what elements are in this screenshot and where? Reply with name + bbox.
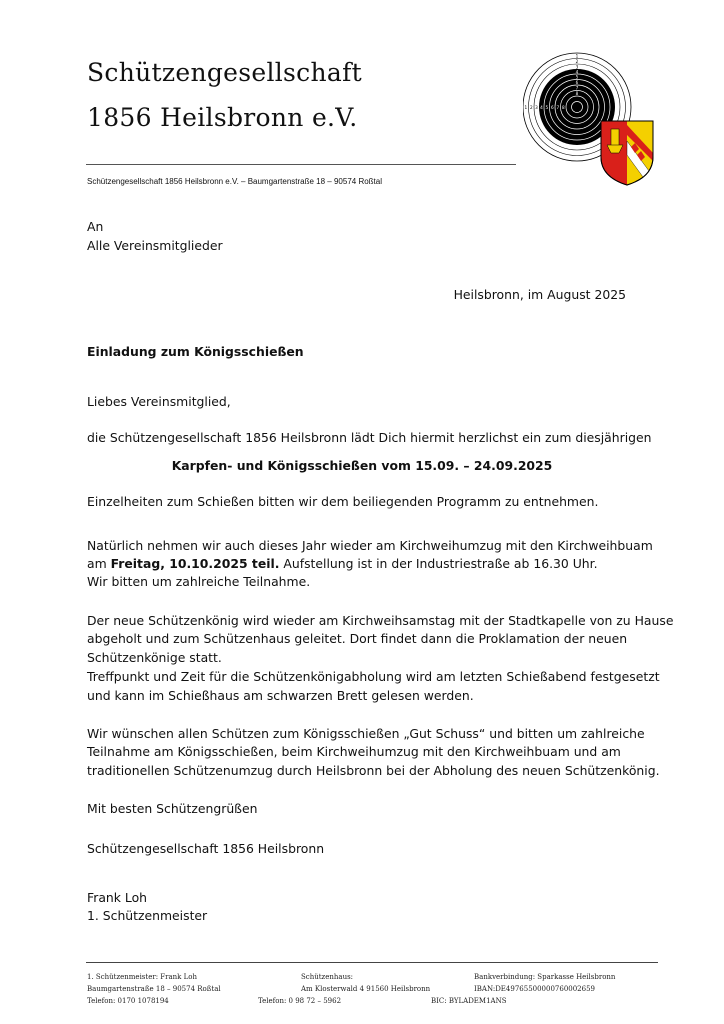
footer-iban: IBAN:DE49765500000760002659 xyxy=(474,985,595,993)
body-paragraph-4-line1: Der neue Schützenkönig wird wieder am Kirchweihsamstag mit der Stadtkapelle von zu Hause xyxy=(87,613,674,628)
footer-chairman-address: Baumgartenstraße 18 – 90574 Roßtal xyxy=(87,985,221,993)
body-paragraph-4-line3: Schützenkönige statt. xyxy=(87,650,222,665)
target-ring-number: 3 xyxy=(535,104,538,110)
body-paragraph-5-line3: traditionellen Schützenumzug durch Heilsbronn bei der Abholung des neuen Schützenkönig. xyxy=(87,763,660,778)
target-ring-number: 5 xyxy=(575,74,579,80)
footer-divider xyxy=(86,962,658,963)
body-paragraph-4-line4: Treffpunkt und Zeit für die Schützenkönigabholung wird am letzten Schießabend festgesetzt xyxy=(87,669,660,684)
club-logo xyxy=(523,49,663,189)
footer-chairman: 1. Schützenmeister: Frank Loh xyxy=(87,973,198,981)
body-paragraph-3-line1: Natürlich nehmen wir auch dieses Jahr wieder am Kirchweihumzug mit den Kirchweihbuam xyxy=(87,538,653,553)
p3-line2-prefix: am xyxy=(87,556,111,571)
event-title: Karpfen- und Königsschießen vom 15.09. – 24.09.2025 xyxy=(171,458,553,473)
target-ring-number: 3 xyxy=(575,64,579,70)
footer-chairman-phone: Telefon: 0170 1078194 xyxy=(87,997,169,1005)
target-ring-number: 7 xyxy=(575,85,579,91)
subject-line: Einladung zum Königsschießen xyxy=(87,344,304,359)
footer-clubhouse-label: Schützenhaus: xyxy=(301,973,354,981)
footer-bank: Bankverbindung: Sparkasse Heilsbronn xyxy=(474,973,616,981)
date-line: Heilsbronn, im August 2025 xyxy=(453,287,626,302)
target-ring-number: 7 xyxy=(556,104,560,110)
body-paragraph-3-line3: Wir bitten um zahlreiche Teilnahme. xyxy=(87,574,311,589)
p3-line2-suffix: Aufstellung ist in der Industriestraße ab 16.30 Uhr. xyxy=(279,556,598,571)
target-ring-number: 8 xyxy=(561,104,565,110)
signer-title: 1. Schützenmeister xyxy=(87,908,208,923)
body-paragraph-4-line5: und kann im Schießhaus am schwarzen Brett gelesen werden. xyxy=(87,688,474,703)
footer-clubhouse-address: Am Klosterwald 4 91560 Heilsbronn xyxy=(301,985,431,993)
closing-organization: Schützengesellschaft 1856 Heilsbronn xyxy=(87,841,325,856)
target-ring-number: 2 xyxy=(529,104,533,110)
target-ring-number: 1 xyxy=(575,53,579,59)
letterhead-title-line1: Schützengesellschaft xyxy=(87,58,362,87)
body-paragraph-2: Einzelheiten zum Schießen bitten wir dem beiliegenden Programm zu entnehmen. xyxy=(87,494,599,509)
coat-of-arms-icon xyxy=(601,121,653,185)
body-paragraph-1: die Schützengesellschaft 1856 Heilsbronn lädt Dich hiermit herzlichst ein zum diesjährigen xyxy=(87,430,652,445)
footer-clubhouse-phone: Telefon: 0 98 72 – 5962 xyxy=(258,997,342,1005)
target-ring-number: 6 xyxy=(575,80,579,86)
target-ring-number: 5 xyxy=(545,104,549,110)
closing-greeting: Mit besten Schützengrüßen xyxy=(87,801,258,816)
signer-name: Frank Loh xyxy=(87,890,147,905)
body-paragraph-5-line2: Teilnahme am Königsschießen, beim Kirchweihumzug mit den Kirchweihbuam und am xyxy=(87,744,621,759)
sender-address-line: Schützengesellschaft 1856 Heilsbronn e.V. – Baumgartenstraße 18 – 90574 Roßtal xyxy=(87,177,382,186)
target-ring-number: 1 xyxy=(524,104,528,110)
letterhead-title-line2: 1856 Heilsbronn e.V. xyxy=(87,103,358,132)
body-paragraph-3-line2 xyxy=(87,555,598,573)
target-ring-number: 4 xyxy=(540,104,543,110)
target-ring-number: 6 xyxy=(550,104,554,110)
header-divider xyxy=(86,164,516,165)
target-ring-number: 8 xyxy=(575,91,579,97)
target-ring-number: 4 xyxy=(575,69,579,75)
salutation: Liebes Vereinsmitglied, xyxy=(87,394,231,409)
recipient-line1: An xyxy=(87,219,104,234)
footer-bic: BIC: BYLADEM1ANS xyxy=(431,997,507,1005)
body-paragraph-4-line2: abgeholt und zum Schützenhaus geleitet. Dort findet dann die Proklamation der neuen xyxy=(87,631,628,646)
p3-line2-date-emphasis: Freitag, 10.10.2025 teil. xyxy=(110,556,280,571)
body-paragraph-5-line1: Wir wünschen allen Schützen zum Königsschießen „Gut Schuss“ und bitten um zahlreiche xyxy=(87,726,645,741)
recipient-line2: Alle Vereinsmitglieder xyxy=(87,238,223,253)
target-ring-number: 2 xyxy=(575,59,579,65)
